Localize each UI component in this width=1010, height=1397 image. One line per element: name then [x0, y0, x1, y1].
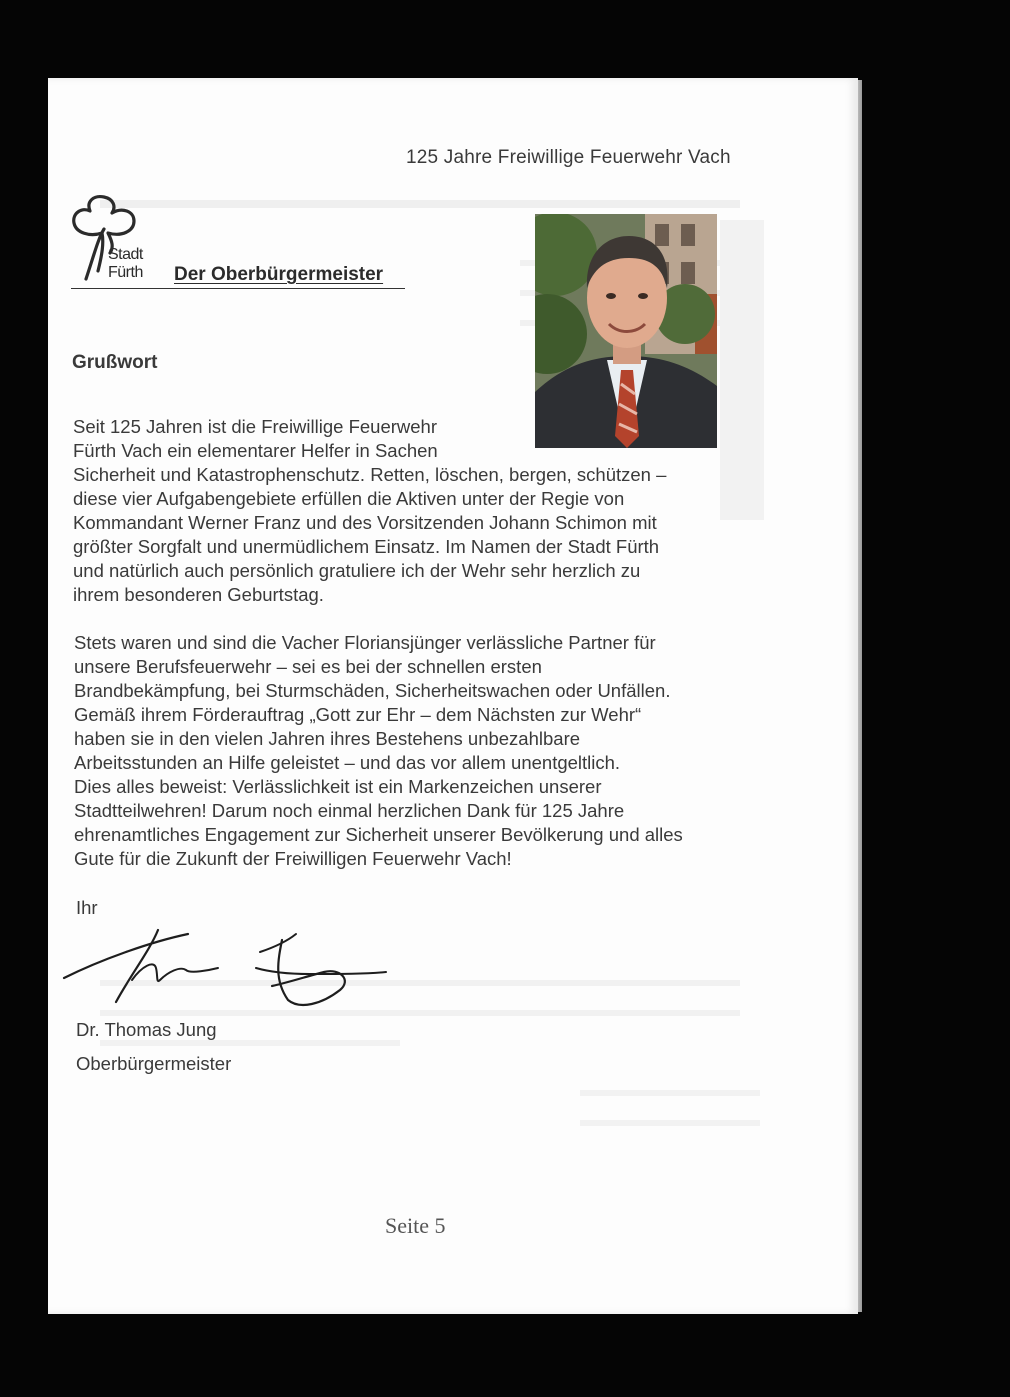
text-line: Gemäß ihrem Förderauftrag „Gott zur Ehr – dem Nächsten zur Wehr“: [74, 704, 642, 725]
page-number: Seite 5: [385, 1213, 446, 1238]
signer-role: Oberbürgermeister: [76, 1053, 232, 1074]
text-line: unsere Berufsfeuerwehr – sei es bei der schnellen ersten: [74, 656, 542, 677]
handwritten-signature: [60, 920, 390, 1012]
header-rule: [71, 288, 405, 289]
running-header: 125 Jahre Freiwillige Feuerwehr Vach: [406, 147, 731, 168]
office-title: Der Oberbürgermeister: [174, 264, 384, 285]
greeting-heading: Grußwort: [72, 352, 158, 373]
text-line: Stets waren und sind die Vacher Floriansjünger verlässliche Partner für: [74, 632, 656, 653]
text-line: Brandbekämpfung, bei Sturmschäden, Sicherheitswachen oder Unfällen.: [74, 680, 671, 701]
logo-word-fuerth: Fürth: [108, 264, 143, 281]
text-line: größter Sorgfalt und unermüdlichem Einsatz. Im Namen der Stadt Fürth: [73, 536, 660, 557]
closing-word: Ihr: [76, 897, 98, 918]
text-line: diese vier Aufgabengebiete erfüllen die Aktiven unter der Regie von: [73, 488, 625, 509]
text-line: Seit 125 Jahren ist die Freiwillige Feuerwehr: [73, 416, 438, 437]
paragraph-2: [74, 631, 774, 871]
text-line: Arbeitsstunden an Hilfe geleistet – und das vor allem unentgeltlich.: [74, 752, 621, 773]
mayor-portrait: [535, 214, 717, 448]
text-line: Sicherheit und Katastrophenschutz. Retten, löschen, bergen, schützen –: [73, 464, 667, 485]
text-line: Gute für die Zukunft der Freiwilligen Feuerwehr Vach!: [74, 848, 512, 869]
logo-word-stadt: Stadt: [108, 246, 143, 263]
text-line: Fürth Vach ein elementarer Helfer in Sachen: [73, 440, 438, 461]
text-line: Kommandant Werner Franz und des Vorsitzenden Johann Schimon mit: [73, 512, 657, 533]
text-line: ehrenamtliches Engagement zur Sicherheit unserer Bevölkerung und alles: [74, 824, 683, 845]
text-line: Stadtteilwehren! Darum noch einmal herzlichen Dank für 125 Jahre: [74, 800, 625, 821]
text-line: und natürlich auch persönlich gratuliere ich der Wehr sehr herzlich zu: [73, 560, 641, 581]
paragraph-1-intro: [73, 415, 523, 463]
text-line: Dies alles beweist: Verlässlichkeit ist ein Markenzeichen unserer: [74, 776, 602, 797]
text-line: ihrem besonderen Geburtstag.: [73, 584, 324, 605]
signer-name: Dr. Thomas Jung: [76, 1019, 217, 1040]
portrait-illustration: [535, 214, 717, 448]
paragraph-1: [73, 463, 773, 607]
text-line: haben sie in den vielen Jahren ihres Bestehens unbezahlbare: [74, 728, 581, 749]
